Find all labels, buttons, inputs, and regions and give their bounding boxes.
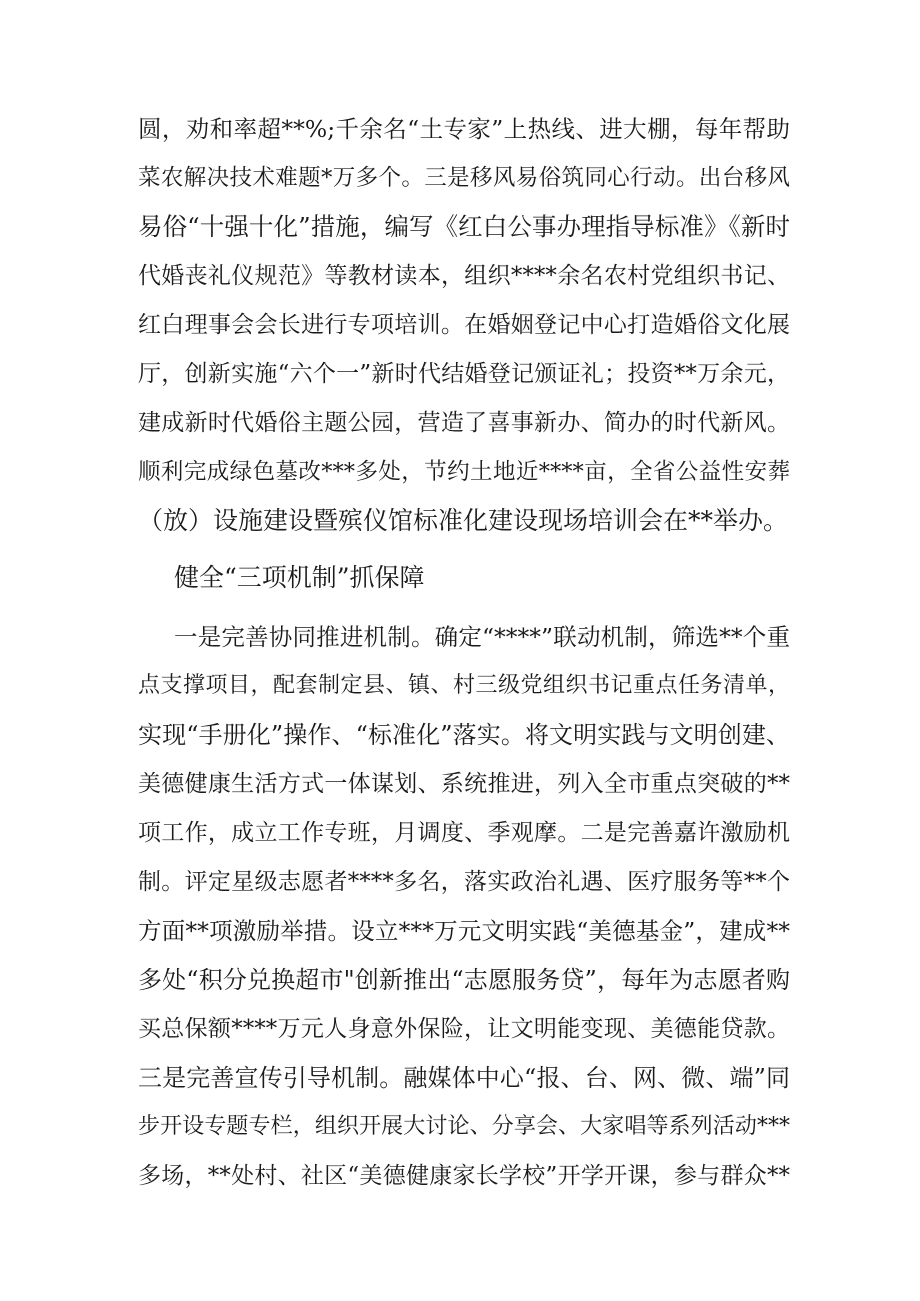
paragraph-line: 顺利完成绿色墓改***多处，节约土地近****亩，全省公益性安葬 [138, 459, 790, 485]
paragraph-line: 项工作，成立工作专班，月调度、季观摩。二是完善嘉许激励机 [138, 820, 790, 846]
paragraph-line: 红白理事会会长进行专项培训。在婚姻登记中心打造婚俗文化展 [138, 312, 790, 338]
paragraph-line: 方面**项激励举措。设立***万元文明实践“美德基金”，建成** [138, 917, 790, 945]
paragraph-line: 实现“手册化”操作、“标准化”落实。将文明实践与文明创建、 [138, 721, 790, 749]
paragraph-line: 多处“积分兑换超市"创新推出“志愿服务贷”，每年为志愿者购 [138, 966, 790, 994]
paragraph-line: 点支撑项目，配套制定县、镇、村三级党组织书记重点任务清单， [138, 673, 790, 698]
paragraph-line: 制。评定星级志愿者****多名，落实政治礼遇、医疗服务等**个 [138, 869, 790, 895]
paragraph-line: 菜农解决技术难题*万多个。三是移风易俗筑同心行动。出台移风 [138, 165, 790, 191]
paragraph-line: 圆，劝和率超**%;千余名“土专家”上热线、进大棚，每年帮助 [138, 115, 790, 143]
paragraph-line: 易俗“十强十化”措施，编写《红白公事办理指导标准》《新时 [138, 212, 790, 241]
paragraph-line: 代婚丧礼仪规范》等教材读本，组织****余名农村党组织书记、 [138, 263, 790, 289]
paragraph-line: 建成新时代婚俗主题公园，营造了喜事新办、简办的时代新风。 [138, 410, 790, 436]
paragraph-line: 一是完善协同推进机制。确定“****”联动机制，筛选**个重 [174, 623, 790, 651]
paragraph-line: 买总保额****万元人身意外保险，让文明能变现、美德能贷款。 [138, 1016, 790, 1042]
paragraph-line: 美德健康生活方式一体谋划、系统推进，列入全市重点突破的** [138, 771, 790, 797]
paragraph-line: 多场，**处村、社区“美德健康家长学校”开学开课，参与群众** [138, 1163, 790, 1189]
section-heading: 健全“三项机制”抓保障 [174, 563, 425, 592]
paragraph-line: （放）设施建设暨殡仪馆标准化建设现场培训会在**举办。 [138, 506, 789, 535]
paragraph-line: 厅，创新实施“六个一”新时代结婚登记颁证礼；投资**万余元， [138, 361, 790, 387]
paragraph-line: 三是完善宣传引导机制。融媒体中心“报、台、网、微、端”同 [138, 1064, 790, 1092]
paragraph-line: 步开设专题专栏，组织开展大讨论、分享会、大家唱等系列活动*** [138, 1114, 790, 1139]
